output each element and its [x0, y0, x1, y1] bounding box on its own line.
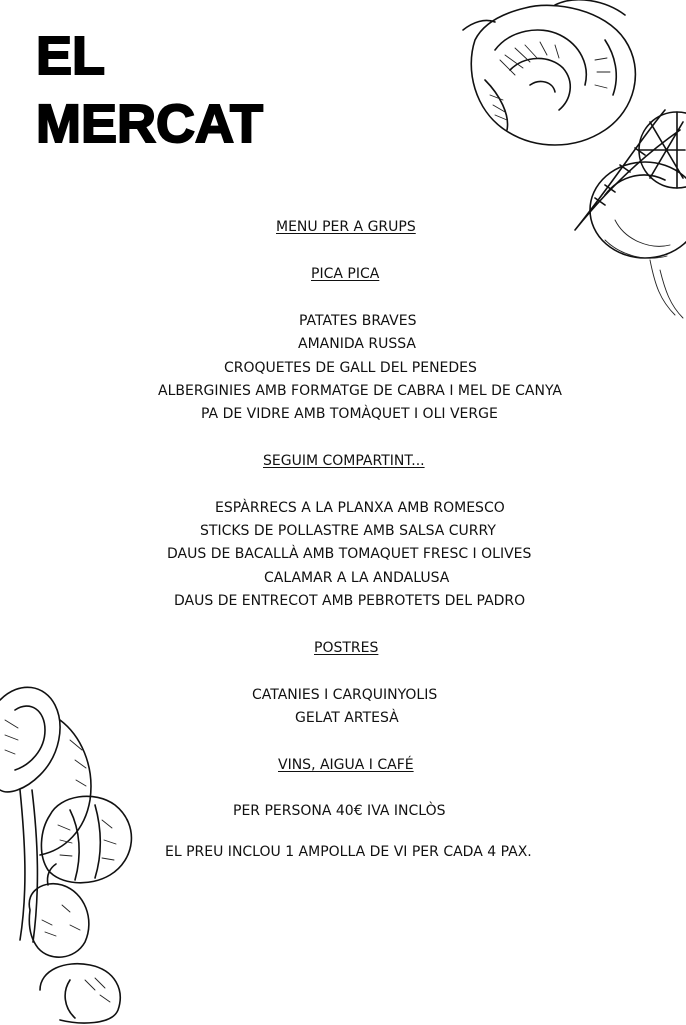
section-heading-pica-pica: PICA PICA: [311, 266, 380, 282]
brand-title-line2: MERCAT: [36, 94, 263, 154]
vegetables-illustration-bottom-left: [0, 680, 140, 1025]
menu-item: ESPÀRRECS A LA PLANXA AMB ROMESCO: [215, 500, 505, 516]
menu-item: STICKS DE POLLASTRE AMB SALSA CURRY: [200, 523, 496, 539]
brand-title-line1: EL: [36, 26, 106, 86]
menu-item: GELAT ARTESÀ: [295, 710, 399, 726]
section-heading-postres: POSTRES: [314, 640, 379, 656]
menu-item: CROQUETES DE GALL DEL PENEDES: [224, 360, 477, 376]
menu-item: PA DE VIDRE AMB TOMÀQUET I OLI VERGE: [201, 406, 498, 422]
price-note: EL PREU INCLOU 1 AMPOLLA DE VI PER CADA 4 PAX.: [165, 844, 532, 860]
menu-title: MENU PER A GRUPS: [276, 219, 416, 235]
menu-item: DAUS DE ENTRECOT AMB PEBROTETS DEL PADRO: [174, 593, 526, 609]
menu-item: PATATES BRAVES: [299, 313, 417, 329]
price-per-person: PER PERSONA 40€ IVA INCLÒS: [233, 803, 446, 819]
menu-item: DAUS DE BACALLÀ AMB TOMAQUET FRESC I OLIVES: [167, 546, 532, 562]
menu-item: CALAMAR A LA ANDALUSA: [264, 570, 450, 586]
menu-item: ALBERGINIES AMB FORMATGE DE CABRA I MEL DE CANYA: [158, 383, 563, 399]
drinks-heading: VINS, AIGUA I CAFÉ: [278, 757, 414, 773]
menu-item: AMANIDA RUSSA: [298, 336, 416, 352]
menu-item: CATANIES I CARQUINYOLIS: [252, 687, 438, 703]
section-heading-seguim-compartint: SEGUIM COMPARTINT...: [263, 453, 425, 469]
